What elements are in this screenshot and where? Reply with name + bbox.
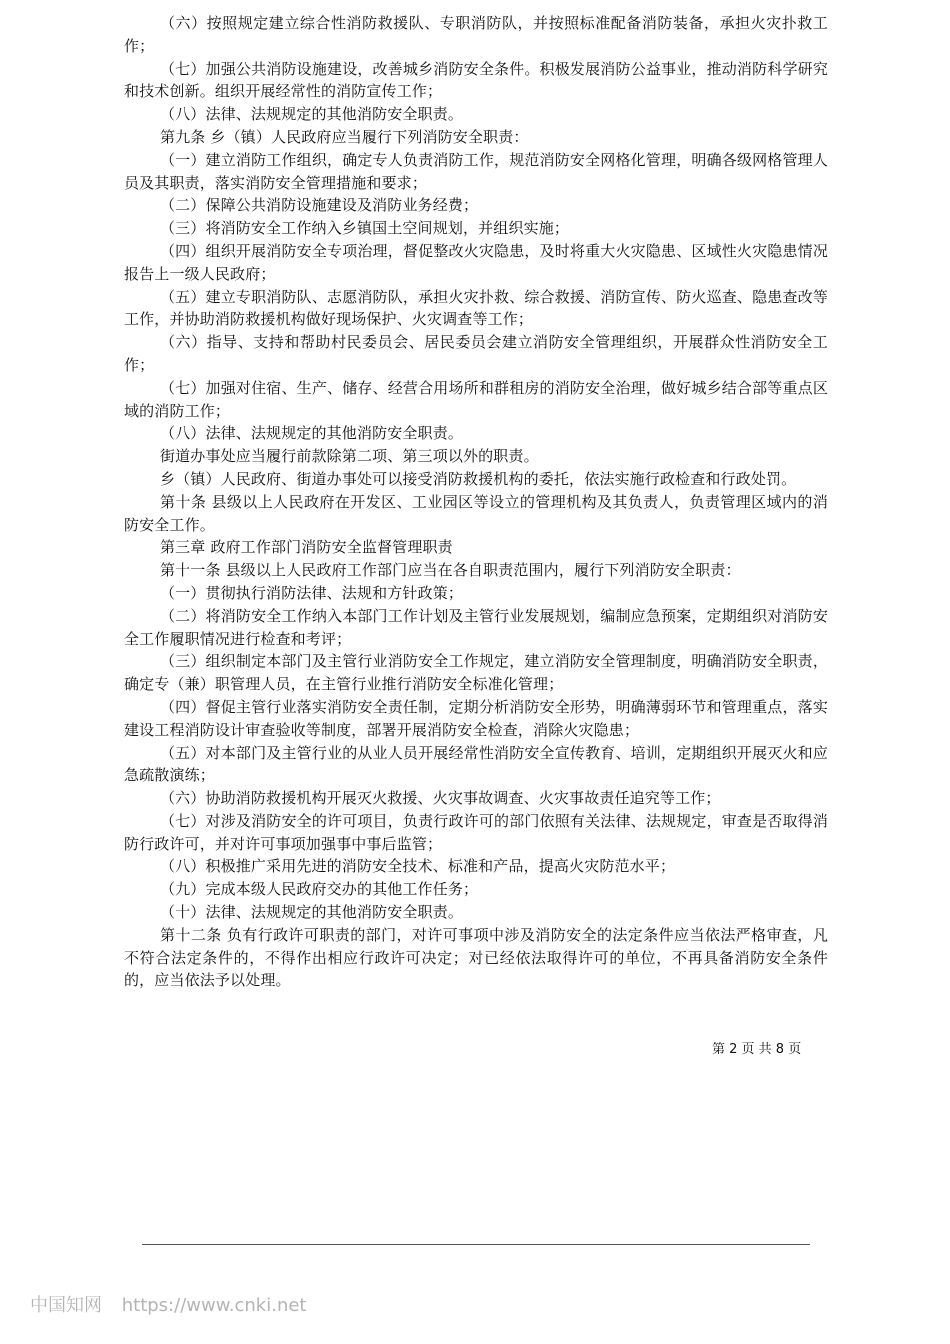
- article-9-heading: 第九条 乡（镇）人民政府应当履行下列消防安全职责：: [160, 127, 529, 146]
- paragraph-7: （三）将消防安全工作纳入乡镇国土空间规划，并组织实施；: [160, 219, 570, 238]
- paragraph-9: （五）建立专职消防队、志愿消防队，承担火灾扑救、综合救援、消防宣传、防火巡查、隐患查改等工作，并协助消防救援机构做好现场保护、火灾调查等工作；: [124, 287, 828, 329]
- cnki-watermark: [30, 1294, 306, 1318]
- paragraph-23: （六）协助消防救援机构开展灭火救援、火灾事故调查、火灾事故责任追究等工作；: [160, 789, 721, 808]
- paragraph-10: （六）指导、支持和帮助村民委员会、居民委员会建立消防安全管理组织，开展群众性消防安全工作；: [124, 333, 828, 374]
- paragraph-5: （一）建立消防工作组织，确定专人负责消防工作，规范消防安全网格化管理，明确各级网格管理人员及其职责，落实消防安全管理措施和要求；: [124, 150, 828, 192]
- paragraph-24: （七）对涉及消防安全的许可项目，负责行政许可的部门依照有关法律、法规规定，审查是否取得消防行政许可，并对许可事项加强事中事后监管；: [124, 811, 828, 853]
- paragraph-21: （四）督促主管行业落实消防安全责任制，定期分析消防安全形势，明确薄弱环节和管理重点，落实建设工程消防设计审查验收等制度，部署开展消防安全检查，消除火灾隐患；: [124, 697, 828, 739]
- paragraph-14: 乡（镇）人民政府、街道办事处可以接受消防救援机构的委托，依法实施行政检查和行政处罚。: [160, 469, 797, 488]
- paragraph-22: （五）对本部门及主管行业的从业人员开展经常性消防安全宣传教育、培训，定期组织开展灭火和应急疏散演练；: [124, 743, 828, 785]
- paragraph-6: （二）保障公共消防设施建设及消防业务经费；: [160, 196, 479, 215]
- paragraph-19: （二）将消防安全工作纳入本部门工作计划及主管行业发展规划，编制应急预案，定期组织对消防安全工作履职情况进行检查和考评；: [124, 606, 828, 648]
- article-12: 第十二条 负有行政许可职责的部门，对许可事项中涉及消防安全的法定条件应当依法严格审查，凡不符合法定条件的，不得作出相应行政许可决定；对已经依法取得许可的单位，不再具备消防安全条件的，应当依法予以处理。: [124, 925, 828, 990]
- paragraph-18: （一）贯彻执行消防法律、法规和方针政策；: [160, 583, 464, 602]
- paragraph-1: （六）按照规定建立综合性消防救援队、专职消防队，并按照标准配备消防装备，承担火灾扑救工作；: [124, 14, 828, 55]
- paragraph-25: （八）积极推广采用先进的消防安全技术、标准和产品，提高火灾防范水平；: [160, 857, 676, 876]
- paragraph-8: （四）组织开展消防安全专项治理，督促整改火灾隐患，及时将重大火灾隐患、区域性火灾隐患情况报告上一级人民政府；: [124, 241, 828, 283]
- watermark-url: https://www.cnki.net: [121, 1295, 307, 1316]
- article-10: 第十条 县级以上人民政府在开发区、工业园区等设立的管理机构及其负责人，负责管理区域内的消防安全工作。: [124, 492, 828, 534]
- document-body: [124, 12, 828, 992]
- paragraph-3: （八）法律、法规规定的其他消防安全职责。: [160, 105, 464, 124]
- article-11-heading: 第十一条 县级以上人民政府工作部门应当在各自职责范围内，履行下列消防安全职责：: [160, 561, 741, 580]
- page-number: 第 2 页 共 8 页: [712, 1042, 802, 1057]
- paragraph-12: （八）法律、法规规定的其他消防安全职责。: [160, 424, 464, 443]
- paragraph-27: （十）法律、法规规定的其他消防安全职责。: [160, 903, 464, 922]
- chapter-3-heading: 第三章 政府工作部门消防安全监督管理职责: [160, 538, 453, 557]
- paragraph-11: （七）加强对住宿、生产、储存、经营合用场所和群租房的消防安全治理，做好城乡结合部等重点区域的消防工作；: [124, 378, 828, 420]
- paragraph-26: （九）完成本级人民政府交办的其他工作任务；: [160, 880, 479, 899]
- paragraph-20: （三）组织制定本部门及主管行业消防安全工作规定，建立消防安全管理制度，明确消防安全职责，确定专（兼）职管理人员，在主管行业推行消防安全标准化管理；: [124, 652, 828, 694]
- watermark-brand: 中国知网: [30, 1295, 102, 1316]
- footer-divider: [142, 1244, 810, 1245]
- paragraph-13: 街道办事处应当履行前款除第二项、第三项以外的职责。: [160, 447, 539, 466]
- paragraph-2: （七）加强公共消防设施建设，改善城乡消防安全条件。积极发展消防公益事业，推动消防科学研究和技术创新。组织开展经常性的消防宣传工作；: [124, 59, 828, 101]
